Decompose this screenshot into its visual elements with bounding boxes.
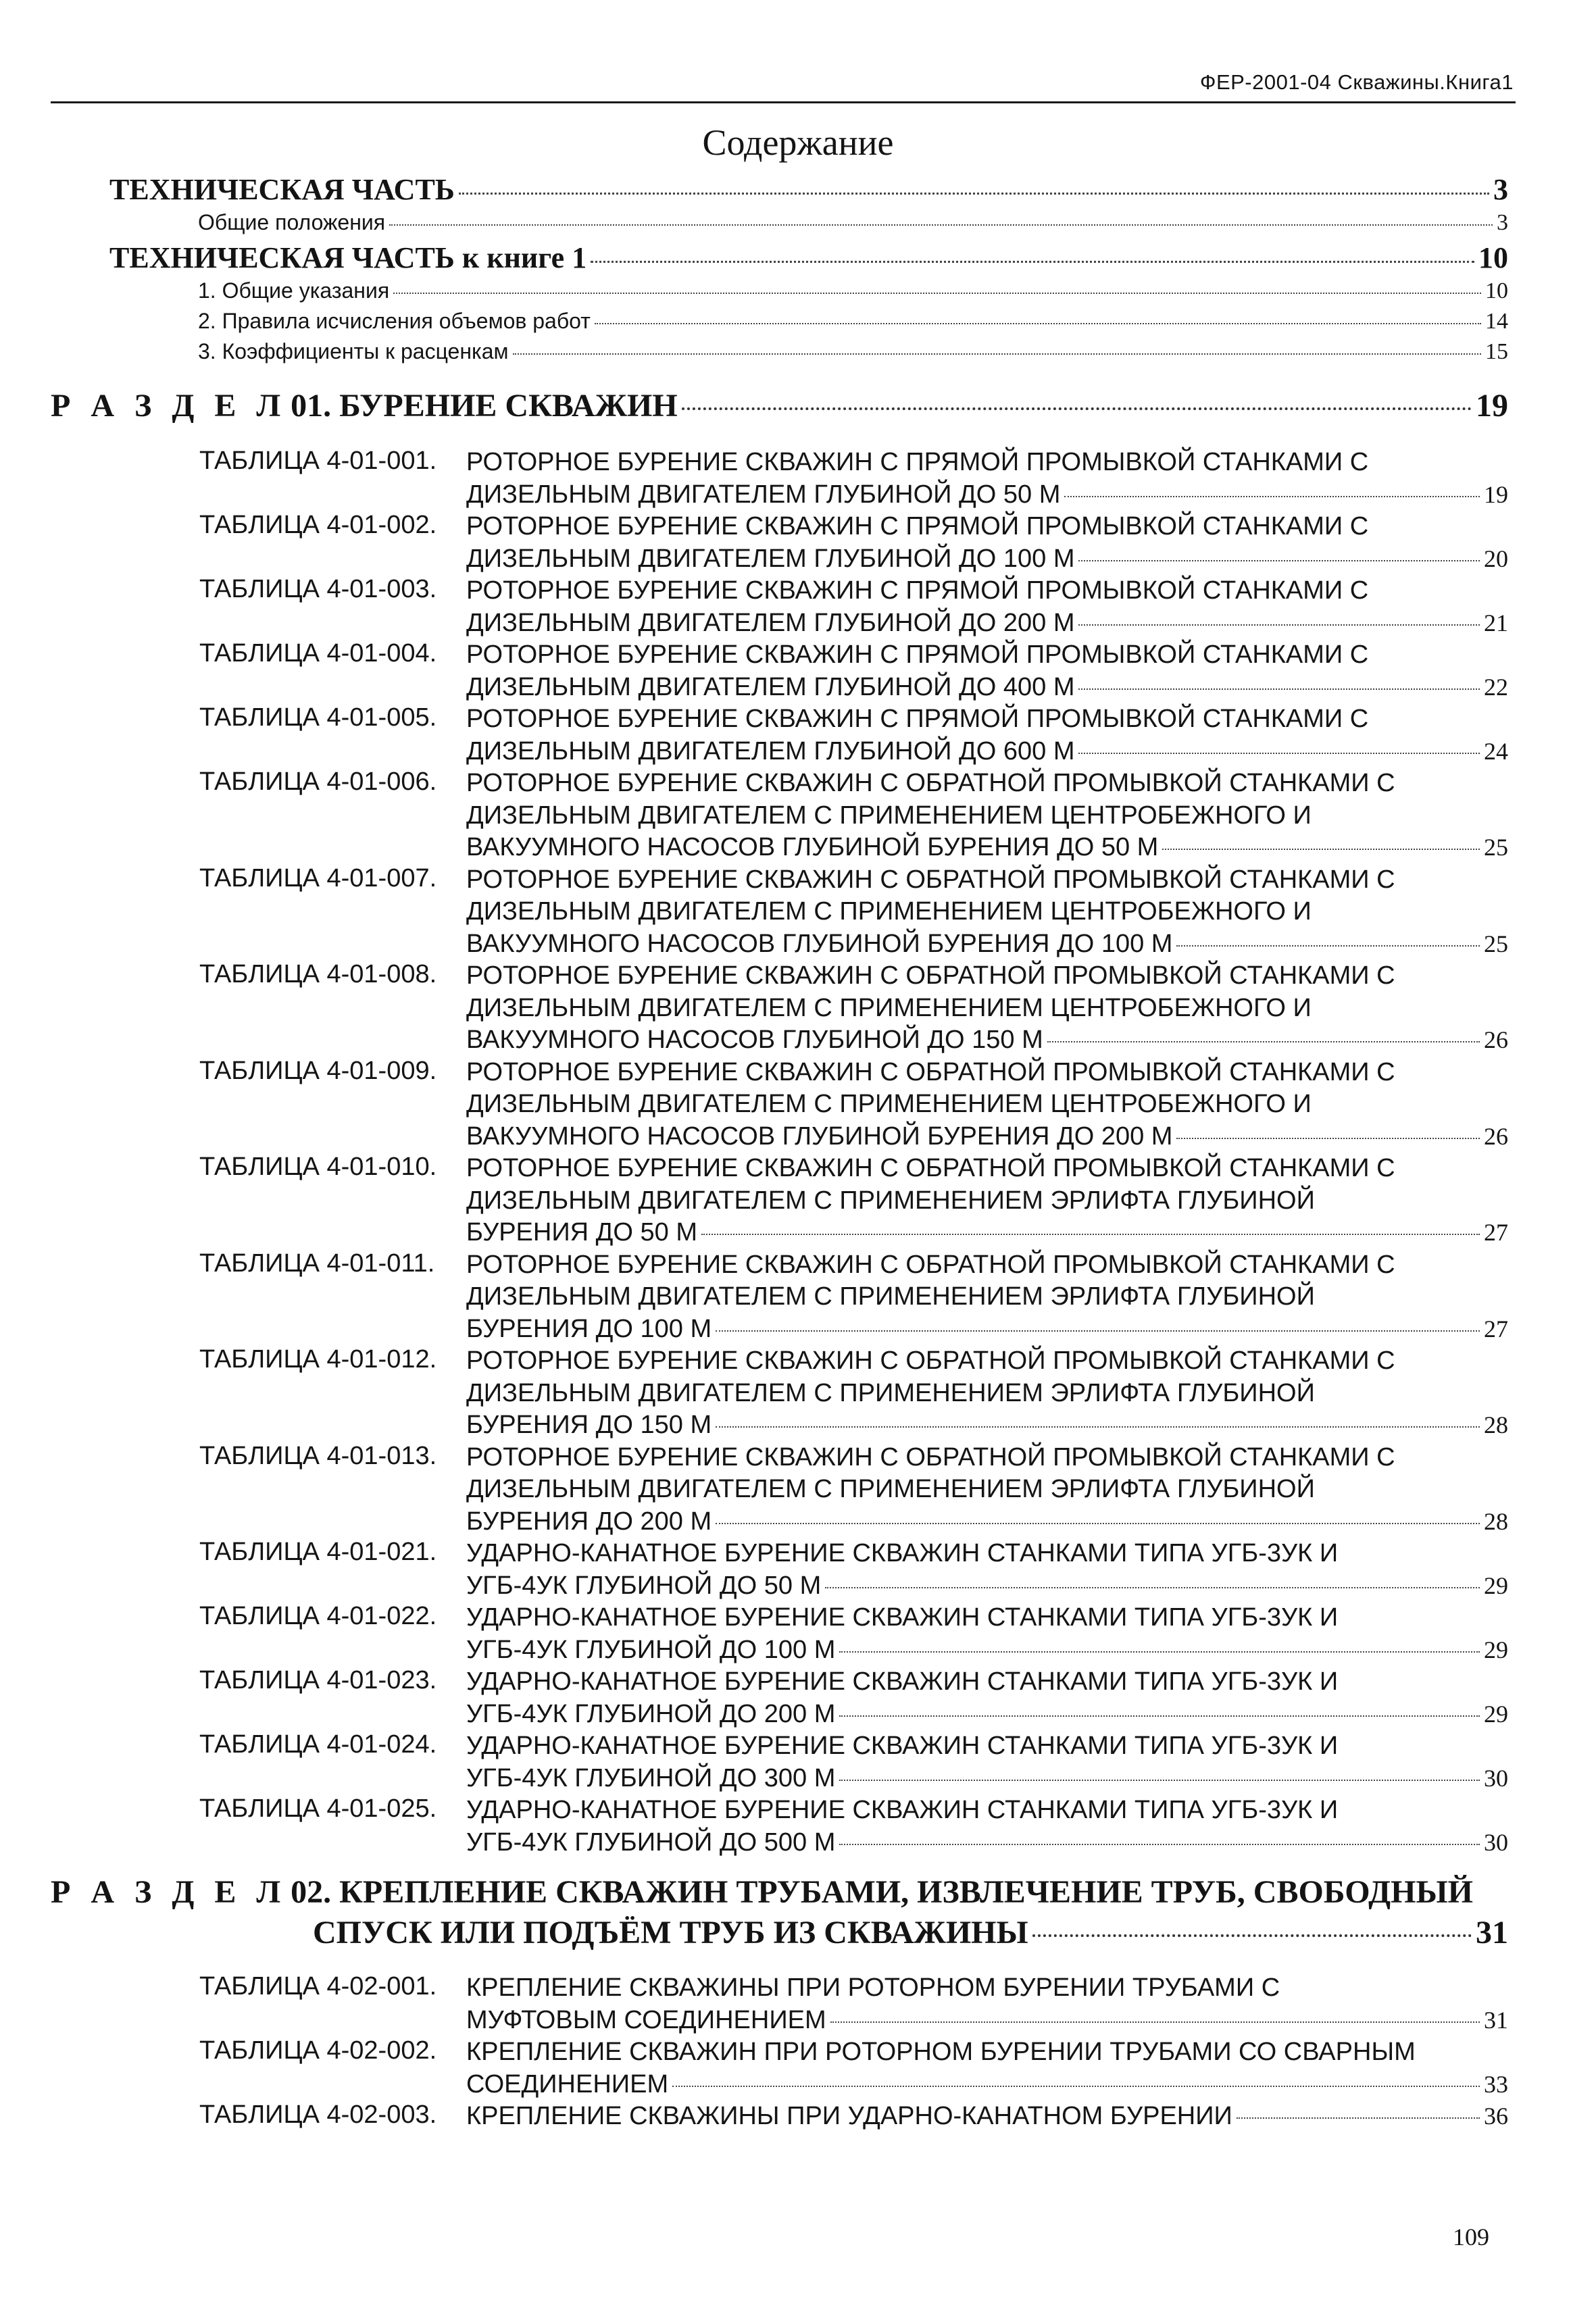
table-entry[interactable] xyxy=(199,1538,1508,1602)
table-entry[interactable] xyxy=(199,960,1508,1057)
table-entry[interactable] xyxy=(199,768,1508,864)
table-title-text: ДИЗЕЛЬНЫМ ДВИГАТЕЛЕМ С ПРИМЕНЕНИЕМ ЦЕНТРОБЕЖНОГО И xyxy=(466,993,1312,1022)
leader-dots xyxy=(839,1780,1480,1781)
table-title-line xyxy=(466,2036,1508,2069)
table-entry[interactable] xyxy=(199,864,1508,961)
leader-dots xyxy=(701,1234,1480,1235)
table-title-line xyxy=(466,1730,1508,1763)
table-label: ТАБЛИЦА 4-01-022. xyxy=(199,1602,437,1630)
table-title-text: РОТОРНОЕ БУРЕНИЕ СКВАЖИН С ОБРАТНОЙ ПРОМЫВКОЙ СТАНКАМИ С xyxy=(466,1347,1395,1375)
table-title-text: МУФТОВЫМ СОЕДИНЕНИЕМ xyxy=(466,2005,826,2034)
entry-title: ТЕХНИЧЕСКАЯ ЧАСТЬ к книге 1 xyxy=(109,241,587,274)
table-label: ТАБЛИЦА 4-01-002. xyxy=(199,511,437,539)
table-title-text: ДИЗЕЛЬНЫМ ДВИГАТЕЛЕМ С ПРИМЕНЕНИЕМ ЭРЛИФТА ГЛУБИНОЙ xyxy=(466,1378,1315,1407)
leader-dots xyxy=(1078,624,1480,626)
table-title-line xyxy=(466,992,1508,1025)
table-page: 30 xyxy=(1484,1764,1508,1792)
table-title-text: КРЕПЛЕНИЕ СКВАЖИН ПРИ РОТОРНОМ БУРЕНИИ ТРУБАМИ СО СВАРНЫМ xyxy=(466,2038,1416,2066)
table-label: ТАБЛИЦА 4-01-005. xyxy=(199,703,437,732)
table-title-text: ВАКУУМНОГО НАСОСОВ ГЛУБИНОЙ БУРЕНИЯ ДО 100 М xyxy=(466,929,1173,958)
table-title-line xyxy=(466,2069,1508,2101)
table-label: ТАБЛИЦА 4-01-004. xyxy=(199,639,437,668)
table-page: 24 xyxy=(1484,737,1508,765)
table-title-line xyxy=(466,896,1508,928)
table-page: 29 xyxy=(1484,1636,1508,1663)
table-title xyxy=(466,639,1508,703)
table-title xyxy=(466,768,1508,864)
table-title-line xyxy=(466,2101,1508,2133)
entry-title: 2. Правила исчисления объемов работ xyxy=(198,309,591,333)
table-page: 29 xyxy=(1484,1571,1508,1599)
table-label: ТАБЛИЦА 4-01-011. xyxy=(199,1249,435,1278)
header-rule xyxy=(51,101,1516,103)
table-entry[interactable] xyxy=(199,575,1508,639)
leader-dots xyxy=(1176,945,1480,947)
table-title-text: РОТОРНОЕ БУРЕНИЕ СКВАЖИН С ПРЯМОЙ ПРОМЫВКОЙ СТАНКАМИ С xyxy=(466,705,1369,733)
table-title-line xyxy=(466,1634,1508,1667)
leader-dots xyxy=(591,261,1474,263)
table-entry[interactable] xyxy=(199,1249,1508,1346)
table-title-text: РОТОРНОЕ БУРЕНИЕ СКВАЖИН С ОБРАТНОЙ ПРОМЫВКОЙ СТАНКАМИ С xyxy=(466,1154,1395,1182)
table-title xyxy=(466,1538,1508,1602)
table-title-text: РОТОРНОЕ БУРЕНИЕ СКВАЖИН С ПРЯМОЙ ПРОМЫВКОЙ СТАНКАМИ С xyxy=(466,576,1369,605)
leader-dots xyxy=(1032,1934,1472,1937)
table-page: 26 xyxy=(1484,1122,1508,1150)
table-title-text: ДИЗЕЛЬНЫМ ДВИГАТЕЛЕМ ГЛУБИНОЙ ДО 400 М xyxy=(466,672,1075,701)
leader-dots xyxy=(513,353,1481,355)
table-title-text: ВАКУУМНОГО НАСОСОВ ГЛУБИНОЙ БУРЕНИЯ ДО 200 М xyxy=(466,1122,1173,1151)
table-title xyxy=(466,1602,1508,1666)
leader-dots xyxy=(672,2086,1480,2087)
table-page: 30 xyxy=(1484,1828,1508,1856)
table-title xyxy=(466,447,1508,511)
table-title-text: РОТОРНОЕ БУРЕНИЕ СКВАЖИН С ПРЯМОЙ ПРОМЫВКОЙ СТАНКАМИ С xyxy=(466,640,1369,669)
table-label: ТАБЛИЦА 4-01-003. xyxy=(199,575,437,603)
table-title-line xyxy=(466,1602,1508,1634)
table-title-line xyxy=(466,832,1508,864)
table-entry[interactable] xyxy=(199,1057,1508,1153)
table-title-text: РОТОРНОЕ БУРЕНИЕ СКВАЖИН С ОБРАТНОЙ ПРОМЫВКОЙ СТАНКАМИ С xyxy=(466,1250,1395,1279)
leader-dots xyxy=(389,224,1493,226)
table-page: 27 xyxy=(1484,1219,1508,1246)
table-title-text: УГБ-4УК ГЛУБИНОЙ ДО 100 М xyxy=(466,1635,836,1664)
table-title-text: ДИЗЕЛЬНЫМ ДВИГАТЕЛЕМ С ПРИМЕНЕНИЕМ ЦЕНТРОБЕЖНОГО И xyxy=(466,1090,1312,1118)
leader-dots xyxy=(595,323,1481,324)
table-title-line xyxy=(466,928,1508,961)
table-title-text: УГБ-4УК ГЛУБИНОЙ ДО 500 М xyxy=(466,1828,836,1857)
table-page: 28 xyxy=(1484,1411,1508,1438)
page-number: 109 xyxy=(1453,2223,1489,2250)
section-prefix: Р А З Д Е Л xyxy=(51,1874,287,1910)
table-label: ТАБЛИЦА 4-02-001. xyxy=(199,1972,437,2001)
table-title-line xyxy=(466,800,1508,832)
leader-dots xyxy=(1047,1041,1480,1042)
table-entry[interactable] xyxy=(199,2101,1508,2133)
entry-page: 14 xyxy=(1485,309,1508,334)
table-title-text: ДИЗЕЛЬНЫМ ДВИГАТЕЛЕМ С ПРИМЕНЕНИЕМ ЭРЛИФТА ГЛУБИНОЙ xyxy=(466,1282,1315,1311)
table-title-text: РОТОРНОЕ БУРЕНИЕ СКВАЖИН С ПРЯМОЙ ПРОМЫВКОЙ СТАНКАМИ С xyxy=(466,448,1369,476)
entry-title: ТЕХНИЧЕСКАЯ ЧАСТЬ xyxy=(109,173,455,206)
table-label: ТАБЛИЦА 4-01-013. xyxy=(199,1441,437,1470)
table-label: ТАБЛИЦА 4-01-025. xyxy=(199,1794,437,1823)
table-title-text: УДАРНО-КАНАТНОЕ БУРЕНИЕ СКВАЖИН СТАНКАМИ ТИПА УГБ-3УК И xyxy=(466,1667,1339,1696)
entry-title: 3. Коэффициенты к расценкам xyxy=(198,339,509,363)
table-title-line xyxy=(466,1506,1508,1538)
leader-dots xyxy=(716,1426,1480,1428)
table-of-contents xyxy=(0,172,1596,2133)
table-label: ТАБЛИЦА 4-01-001. xyxy=(199,447,437,475)
table-title-line xyxy=(466,1972,1508,2005)
table-title-line xyxy=(466,1185,1508,1217)
table-title xyxy=(466,1730,1508,1794)
entry-page: 3 xyxy=(1493,173,1508,206)
table-entry[interactable] xyxy=(199,703,1508,768)
leader-dots xyxy=(1078,688,1480,690)
table-title-text: РОТОРНОЕ БУРЕНИЕ СКВАЖИН С ОБРАТНОЙ ПРОМЫВКОЙ СТАНКАМИ С xyxy=(466,769,1395,797)
table-page: 33 xyxy=(1484,2070,1508,2098)
toc-entry[interactable] xyxy=(198,278,1508,309)
table-page: 28 xyxy=(1484,1507,1508,1535)
table-title-line xyxy=(466,1794,1508,1827)
entry-page: 10 xyxy=(1485,278,1508,303)
table-title-line xyxy=(466,1249,1508,1282)
table-title-line xyxy=(466,639,1508,672)
table-title-line xyxy=(466,864,1508,897)
table-title-text: ДИЗЕЛЬНЫМ ДВИГАТЕЛЕМ ГЛУБИНОЙ ДО 100 М xyxy=(466,544,1075,573)
table-title-line xyxy=(466,1378,1508,1410)
table-title-line xyxy=(466,1699,1508,1731)
section-page: 31 xyxy=(1476,1915,1508,1951)
table-title-text: РОТОРНОЕ БУРЕНИЕ СКВАЖИН С ОБРАТНОЙ ПРОМЫВКОЙ СТАНКАМИ С xyxy=(466,865,1395,894)
table-title-line xyxy=(466,1345,1508,1378)
leader-dots xyxy=(1237,2117,1480,2119)
table-page: 27 xyxy=(1484,1315,1508,1342)
table-title-line xyxy=(466,2005,1508,2037)
table-title-line xyxy=(466,960,1508,992)
leader-dots xyxy=(839,1844,1480,1845)
table-title-text: КРЕПЛЕНИЕ СКВАЖИНЫ ПРИ РОТОРНОМ БУРЕНИИ ТРУБАМИ С xyxy=(466,1973,1280,2002)
leader-dots xyxy=(716,1330,1480,1332)
section-01-tables xyxy=(0,447,1596,1859)
table-title-line xyxy=(466,1666,1508,1699)
table-title-line xyxy=(466,1474,1508,1506)
table-label: ТАБЛИЦА 4-01-024. xyxy=(199,1730,437,1759)
table-entry[interactable] xyxy=(199,639,1508,703)
table-title-line xyxy=(466,768,1508,800)
leader-dots xyxy=(1064,496,1480,497)
table-title xyxy=(466,1972,1508,2036)
section-title: 02. КРЕПЛЕНИЕ СКВАЖИН ТРУБАМИ, ИЗВЛЕЧЕНИЕ ТРУБ, СВОБОДНЫЙ xyxy=(291,1874,1473,1910)
leader-dots xyxy=(1078,753,1480,754)
table-label: ТАБЛИЦА 4-01-006. xyxy=(199,768,437,796)
table-title-line xyxy=(466,1024,1508,1057)
leader-dots xyxy=(830,2021,1480,2023)
table-title-line xyxy=(466,575,1508,607)
table-title-line xyxy=(466,447,1508,479)
table-entry[interactable] xyxy=(199,1794,1508,1859)
table-page: 25 xyxy=(1484,930,1508,957)
leader-dots xyxy=(459,193,1489,195)
table-title-line xyxy=(466,1538,1508,1570)
table-title-text: КРЕПЛЕНИЕ СКВАЖИНЫ ПРИ УДАРНО-КАНАТНОМ БУРЕНИИ xyxy=(466,2102,1232,2130)
table-label: ТАБЛИЦА 4-02-003. xyxy=(199,2101,437,2129)
section-01-heading[interactable] xyxy=(51,387,1508,428)
table-title-text: УДАРНО-КАНАТНОЕ БУРЕНИЕ СКВАЖИН СТАНКАМИ ТИПА УГБ-3УК И xyxy=(466,1732,1339,1760)
leader-dots xyxy=(1078,560,1480,561)
section-title: 01. БУРЕНИЕ СКВАЖИН xyxy=(291,388,678,424)
table-page: 26 xyxy=(1484,1026,1508,1053)
table-entry[interactable] xyxy=(199,2036,1508,2101)
table-entry[interactable] xyxy=(199,1666,1508,1730)
leader-dots xyxy=(839,1651,1480,1653)
table-title xyxy=(466,1345,1508,1442)
table-title-text: РОТОРНОЕ БУРЕНИЕ СКВАЖИН С ПРЯМОЙ ПРОМЫВКОЙ СТАНКАМИ С xyxy=(466,512,1369,540)
table-title xyxy=(466,1057,1508,1153)
table-page: 25 xyxy=(1484,834,1508,861)
table-title xyxy=(466,1249,1508,1346)
leader-dots xyxy=(393,293,1481,294)
table-page: 21 xyxy=(1484,609,1508,636)
table-label: ТАБЛИЦА 4-02-002. xyxy=(199,2036,437,2065)
section-02-tables xyxy=(0,1972,1596,2133)
toc-entry[interactable] xyxy=(198,210,1508,241)
table-title-text: РОТОРНОЕ БУРЕНИЕ СКВАЖИН С ОБРАТНОЙ ПРОМЫВКОЙ СТАНКАМИ С xyxy=(466,1057,1395,1086)
table-label: ТАБЛИЦА 4-01-023. xyxy=(199,1666,437,1694)
section-02-heading[interactable] xyxy=(51,1873,1508,1955)
table-entry[interactable] xyxy=(199,1442,1508,1538)
toc-entry[interactable] xyxy=(109,241,1508,278)
table-page: 20 xyxy=(1484,545,1508,572)
table-title-line xyxy=(466,1409,1508,1442)
entry-page: 3 xyxy=(1497,210,1508,235)
front-matter-entries xyxy=(0,172,1596,370)
table-page: 31 xyxy=(1484,2006,1508,2034)
leader-dots xyxy=(716,1523,1480,1524)
table-title-text: УДАРНО-КАНАТНОЕ БУРЕНИЕ СКВАЖИН СТАНКАМИ ТИПА УГБ-3УК И xyxy=(466,1603,1339,1632)
table-label: ТАБЛИЦА 4-01-007. xyxy=(199,863,437,892)
table-label: ТАБЛИЦА 4-01-012. xyxy=(199,1345,437,1374)
table-title-line xyxy=(466,736,1508,768)
table-title-line xyxy=(466,672,1508,704)
entry-page: 10 xyxy=(1478,241,1508,274)
table-title xyxy=(466,703,1508,768)
entry-page: 15 xyxy=(1485,339,1508,364)
table-title xyxy=(466,511,1508,575)
toc-title: Содержание xyxy=(702,122,894,163)
table-title xyxy=(466,2036,1508,2101)
table-title-line xyxy=(466,1153,1508,1185)
table-page: 22 xyxy=(1484,673,1508,701)
table-title-line xyxy=(466,607,1508,640)
table-title-line xyxy=(466,1442,1508,1474)
table-title-line xyxy=(466,1763,1508,1795)
table-label: ТАБЛИЦА 4-01-021. xyxy=(199,1538,437,1566)
table-entry[interactable] xyxy=(199,1972,1508,2036)
table-label: ТАБЛИЦА 4-01-009. xyxy=(199,1056,437,1085)
table-title-text: БУРЕНИЯ ДО 150 М xyxy=(466,1411,712,1439)
section-prefix: Р А З Д Е Л xyxy=(51,388,287,424)
leader-dots xyxy=(839,1715,1480,1717)
table-title-text: ДИЗЕЛЬНЫМ ДВИГАТЕЛЕМ С ПРИМЕНЕНИЕМ ЦЕНТРОБЕЖНОГО И xyxy=(466,897,1312,926)
table-title-text: РОТОРНОЕ БУРЕНИЕ СКВАЖИН С ОБРАТНОЙ ПРОМЫВКОЙ СТАНКАМИ С xyxy=(466,1442,1395,1472)
leader-dots xyxy=(682,407,1472,410)
table-title-text: СОЕДИНЕНИЕМ xyxy=(466,2069,669,2098)
table-title xyxy=(466,2101,1508,2133)
leader-dots xyxy=(1162,849,1480,850)
table-label: ТАБЛИЦА 4-01-008. xyxy=(199,960,437,988)
table-title xyxy=(466,1442,1508,1538)
table-title xyxy=(466,1153,1508,1249)
table-title-line xyxy=(466,1281,1508,1313)
table-title-text: ВАКУУМНОГО НАСОСОВ ГЛУБИНОЙ БУРЕНИЯ ДО 50 М xyxy=(466,833,1159,861)
table-title-text: РОТОРНОЕ БУРЕНИЕ СКВАЖИН С ОБРАТНОЙ ПРОМЫВКОЙ СТАНКАМИ С xyxy=(466,961,1395,990)
leader-dots xyxy=(825,1587,1480,1588)
table-title-line xyxy=(466,1570,1508,1603)
leader-dots xyxy=(1176,1138,1480,1139)
toc-entry[interactable] xyxy=(198,339,1508,370)
table-title-line xyxy=(466,1121,1508,1153)
table-title-text: ВАКУУМНОГО НАСОСОВ ГЛУБИНОЙ ДО 150 М xyxy=(466,1026,1043,1054)
table-title-text: ДИЗЕЛЬНЫМ ДВИГАТЕЛЕМ ГЛУБИНОЙ ДО 50 М xyxy=(466,480,1061,509)
table-title xyxy=(466,960,1508,1057)
toc-entry[interactable] xyxy=(198,309,1508,339)
table-title-text: ДИЗЕЛЬНЫМ ДВИГАТЕЛЕМ С ПРИМЕНЕНИЕМ ЭРЛИФТА ГЛУБИНОЙ xyxy=(466,1475,1315,1503)
table-entry[interactable] xyxy=(199,1345,1508,1442)
table-title-text: ДИЗЕЛЬНЫМ ДВИГАТЕЛЕМ ГЛУБИНОЙ ДО 600 М xyxy=(466,736,1075,765)
table-title-line xyxy=(466,1313,1508,1346)
table-entry[interactable] xyxy=(199,1730,1508,1794)
table-title-line xyxy=(466,1217,1508,1249)
table-title-text: УГБ-4УК ГЛУБИНОЙ ДО 300 М xyxy=(466,1763,836,1792)
section-page: 19 xyxy=(1476,388,1508,424)
table-title-text: ДИЗЕЛЬНЫМ ДВИГАТЕЛЕМ С ПРИМЕНЕНИЕМ ЦЕНТРОБЕЖНОГО И xyxy=(466,801,1312,830)
entry-title: 1. Общие указания xyxy=(198,278,390,303)
table-title-line xyxy=(466,1057,1508,1089)
table-page: 36 xyxy=(1484,2103,1508,2130)
table-label: ТАБЛИЦА 4-01-010. xyxy=(199,1153,437,1181)
table-entry[interactable] xyxy=(199,511,1508,575)
toc-entry[interactable] xyxy=(109,172,1508,210)
section-title-continued: СПУСК ИЛИ ПОДЪЁМ ТРУБ ИЗ СКВАЖИНЫ xyxy=(313,1915,1028,1951)
table-title-line xyxy=(466,703,1508,736)
table-title xyxy=(466,1794,1508,1859)
table-title xyxy=(466,864,1508,961)
table-title-line xyxy=(466,543,1508,576)
table-title-line xyxy=(466,1088,1508,1121)
running-header: ФЕР-2001-04 Скважины.Книга1 xyxy=(1199,70,1514,94)
table-entry[interactable] xyxy=(199,1602,1508,1666)
table-title-text: УДАРНО-КАНАТНОЕ БУРЕНИЕ СКВАЖИН СТАНКАМИ ТИПА УГБ-3УК И xyxy=(466,1539,1339,1567)
table-page: 19 xyxy=(1484,480,1508,508)
table-title-text: БУРЕНИЯ ДО 50 М xyxy=(466,1218,697,1247)
table-title-text: ДИЗЕЛЬНЫМ ДВИГАТЕЛЕМ С ПРИМЕНЕНИЕМ ЭРЛИФТА ГЛУБИНОЙ xyxy=(466,1186,1315,1215)
table-entry[interactable] xyxy=(199,447,1508,511)
table-page: 29 xyxy=(1484,1700,1508,1728)
table-title-text: БУРЕНИЯ ДО 100 М xyxy=(466,1314,712,1343)
table-title-line xyxy=(466,479,1508,511)
table-entry[interactable] xyxy=(199,1153,1508,1249)
table-title xyxy=(466,575,1508,639)
table-title-text: УГБ-4УК ГЛУБИНОЙ ДО 200 М xyxy=(466,1699,836,1728)
table-title-text: УГБ-4УК ГЛУБИНОЙ ДО 50 М xyxy=(466,1571,822,1600)
table-title-text: УДАРНО-КАНАТНОЕ БУРЕНИЕ СКВАЖИН СТАНКАМИ ТИПА УГБ-3УК И xyxy=(466,1796,1339,1824)
table-title xyxy=(466,1666,1508,1730)
table-title-text: ДИЗЕЛЬНЫМ ДВИГАТЕЛЕМ ГЛУБИНОЙ ДО 200 М xyxy=(466,608,1075,637)
entry-title: Общие положения xyxy=(198,210,386,234)
table-title-line xyxy=(466,1827,1508,1859)
table-title-text: БУРЕНИЯ ДО 200 М xyxy=(466,1507,712,1536)
table-title-line xyxy=(466,511,1508,543)
